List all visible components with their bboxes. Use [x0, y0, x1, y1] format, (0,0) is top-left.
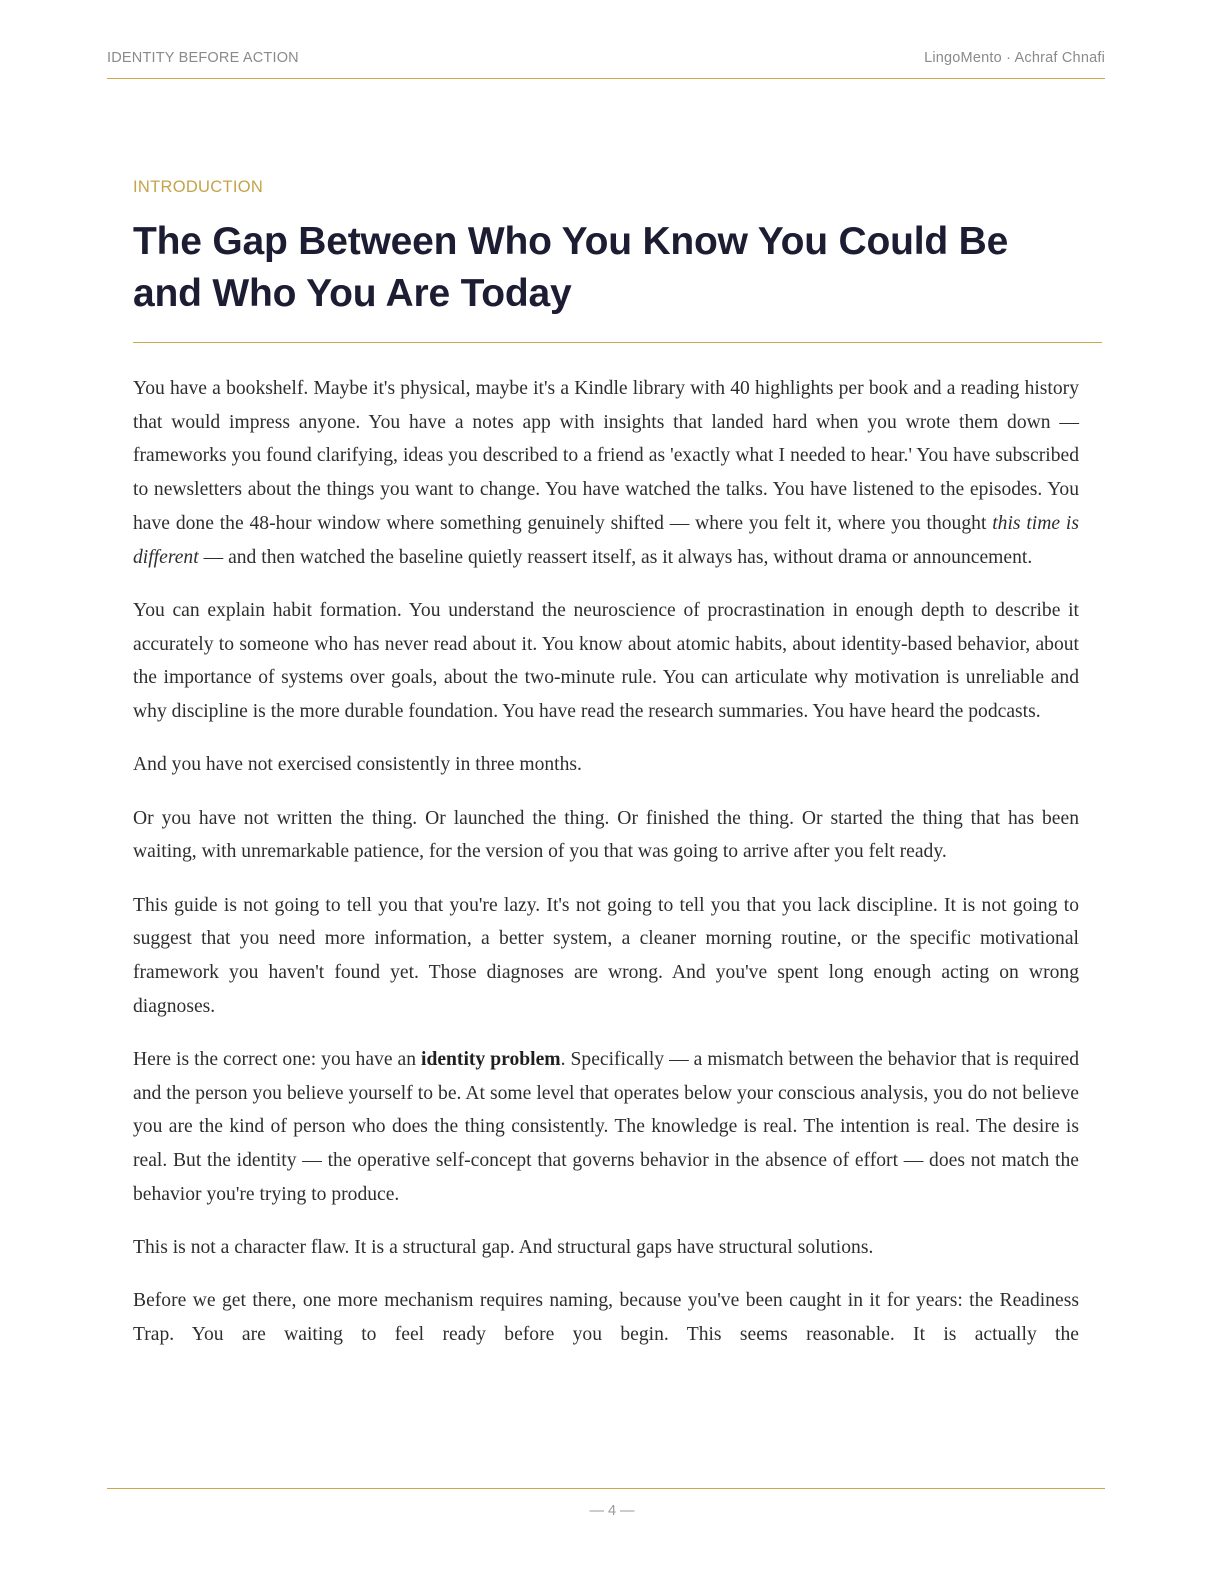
title-divider: [133, 342, 1102, 343]
paragraph-7: This is not a character flaw. It is a structural gap. And structural gaps have structural solutions.: [133, 1237, 874, 1259]
body-text: [133, 372, 1079, 1371]
section-label: INTRODUCTION: [133, 178, 264, 196]
paragraph-3: And you have not exercised consistently in three months.: [133, 754, 582, 776]
header-author: LingoMento · Achraf Chnafi: [924, 50, 1105, 66]
chapter-heading: [133, 176, 1079, 320]
paragraph-5: This guide is not going to tell you that you're lazy. It's not going to tell you that you lack discipline. It is not going to suggest that you need more information, a better system, a cleaner morning routine, or the specific motivational framework you haven't found yet. Those diagnoses are wrong. And you've spent long enough acting on wrong diagnoses.: [133, 894, 1079, 1017]
chapter-title: The Gap Between Who You Know You Could Be and Who You Are Today: [133, 220, 1009, 315]
paragraph-2: You can explain habit formation. You understand the neuroscience of procrastination in enough depth to describe it accurately to someone who has never read about it. You know about atomic habits, about identity-based behavior, about the importance of systems over goals, about the two-minute rule. You can articulate why motivation is unreliable and why discipline is the more durable foundation. You have read the research summaries. You have heard the podcasts.: [133, 599, 1079, 722]
emphasis: this time is different: [133, 512, 1079, 568]
running-header: [107, 50, 1105, 79]
page-number: — 4 —: [589, 1503, 635, 1519]
bold-term: identity problem: [421, 1048, 561, 1070]
header-book-title: IDENTITY BEFORE ACTION: [107, 50, 299, 66]
paragraph-1: You have a bookshelf. Maybe it's physical, maybe it's a Kindle library with 40 highlights per book and a reading history that would impress anyone. You have a notes app with insights that landed hard when you wrote them down — frameworks you found clarifying, ideas you described to a friend as 'exactly what I needed to hear.' You have subscribed to newsletters about the things you want to change. You have watched the talks. You have listened to the episodes. You have done the 48-hour window where something genuinely shifted — where you felt it, where you thought this time is different — and then watched the baseline quietly reassert itself, as it always has, without drama or announcement.: [133, 378, 1079, 568]
paragraph-4: Or you have not written the thing. Or launched the thing. Or finished the thing. Or started the thing that has been waiting, with unremarkable patience, for the version of you that was going to arrive after you felt ready.: [133, 807, 1079, 863]
footer-divider: [107, 1488, 1105, 1489]
paragraph-8: Before we get there, one more mechanism requires naming, because you've been caught in it for years: the Readiness Trap. You are waiting to feel ready before you begin. This seems reasonable. It is actually the: [133, 1290, 1079, 1346]
paragraph-6: Here is the correct one: you have an identity problem. Specifically — a mismatch between the behavior that is required and the person you believe yourself to be. At some level that operates below your conscious analysis, you do not believe you are the kind of person who does the thing consistently. The knowledge is real. The intention is real. The desire is real. But the identity — the operative self-concept that governs behavior in the absence of effort — does not match the behavior you're trying to produce.: [133, 1048, 1079, 1205]
